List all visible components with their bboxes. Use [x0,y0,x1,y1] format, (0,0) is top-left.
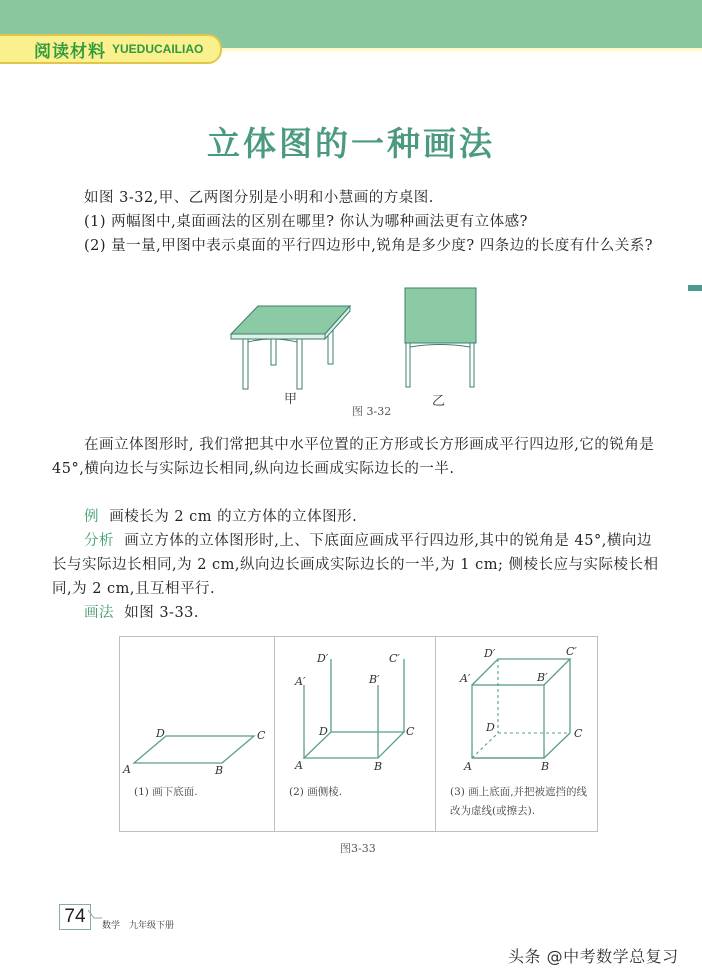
svg-text:A: A [464,760,472,773]
section-title-en: YUEDUCAILIAO [112,42,204,56]
page-title: 立体图的一种画法 [207,124,495,163]
panel-3-caption: (3) 画上底面,并把被遮挡的线改为虚线(或擦去). [450,786,588,817]
svg-text:B′: B′ [369,673,380,686]
svg-text:C: C [574,727,583,740]
method-text: 如图 3-33. [124,605,200,621]
figure-panel-1 [119,636,275,832]
svg-text:D: D [156,727,165,740]
table-figure-jia [225,290,355,395]
book-title: 数学 九年级下册 [102,921,175,931]
svg-text:A: A [295,759,303,772]
figure-label-jia: 甲 [284,392,298,407]
figure-panel-3 [435,636,598,832]
svg-text:B: B [215,764,224,777]
example-text: 画棱长为 2 cm 的立方体的立体图形. [109,509,358,525]
svg-text:D: D [486,721,495,734]
svg-text:C′: C′ [566,645,577,658]
example-line [52,505,662,529]
question-2: (2) 量一量,甲图中表示桌面的平行四边形中,锐角是多少度? 四条边的长度有什么关系? [84,238,654,254]
panel-1-caption: (1) 画下底面. [134,786,198,798]
intro-line: 如图 3-32,甲、乙两图分别是小明和小慧画的方桌图. [84,190,434,206]
page-number: 74 [59,904,91,930]
svg-text:B′: B′ [537,671,548,684]
table-figure-yi [402,286,482,391]
svg-text:A′: A′ [460,672,471,685]
analysis-paragraph [52,529,662,601]
figure-3-33-caption: 图3-33 [340,842,376,855]
section-title-cn: 阅读材料 [34,41,106,62]
question-1: (1) 两幅图中,桌面画法的区别在哪里? 你认为哪种画法更有立体感? [84,214,528,230]
section-tab [0,34,222,64]
svg-text:D′: D′ [317,652,329,665]
parallelogram-diagram [120,637,276,833]
svg-text:C: C [257,729,266,742]
method-label: 画法 [84,605,114,621]
page-edge-marker [688,285,702,291]
analysis-label: 分析 [84,533,114,549]
svg-text:C′: C′ [389,652,400,665]
panel-2-caption: (2) 画侧棱. [289,786,343,798]
svg-text:A′: A′ [295,675,306,688]
svg-text:D: D [319,725,328,738]
watermark: 头条 @中考数学总复习 [508,947,679,966]
method-line [52,601,662,625]
explanation-paragraph: 在画立体图形时, 我们常把其中水平位置的正方形或长方形画成平行四边形,它的锐角是 45°,横向边长与实际边长相同,纵向边长画成实际边长的一半. [52,437,655,477]
svg-text:B: B [541,760,550,773]
svg-text:C: C [406,725,415,738]
svg-text:D′: D′ [484,647,496,660]
side-edges-diagram [275,637,437,833]
figure-panel-2 [274,636,436,832]
figure-3-32-caption: 图 3-32 [352,405,392,418]
svg-text:B: B [374,760,383,773]
example-label: 例 [84,509,99,525]
figure-label-yi: 乙 [432,394,446,409]
analysis-text: 画立方体的立体图形时,上、下底面应画成平行四边形,其中的锐角是 45°,横向边长与实际边长相同,为 2 cm,纵向边长画成实际边长的一半,为 1 cm; 侧棱长应与实际棱长相同,为 2 cm,且互相平行. [52,533,659,597]
svg-text:A: A [123,763,131,776]
